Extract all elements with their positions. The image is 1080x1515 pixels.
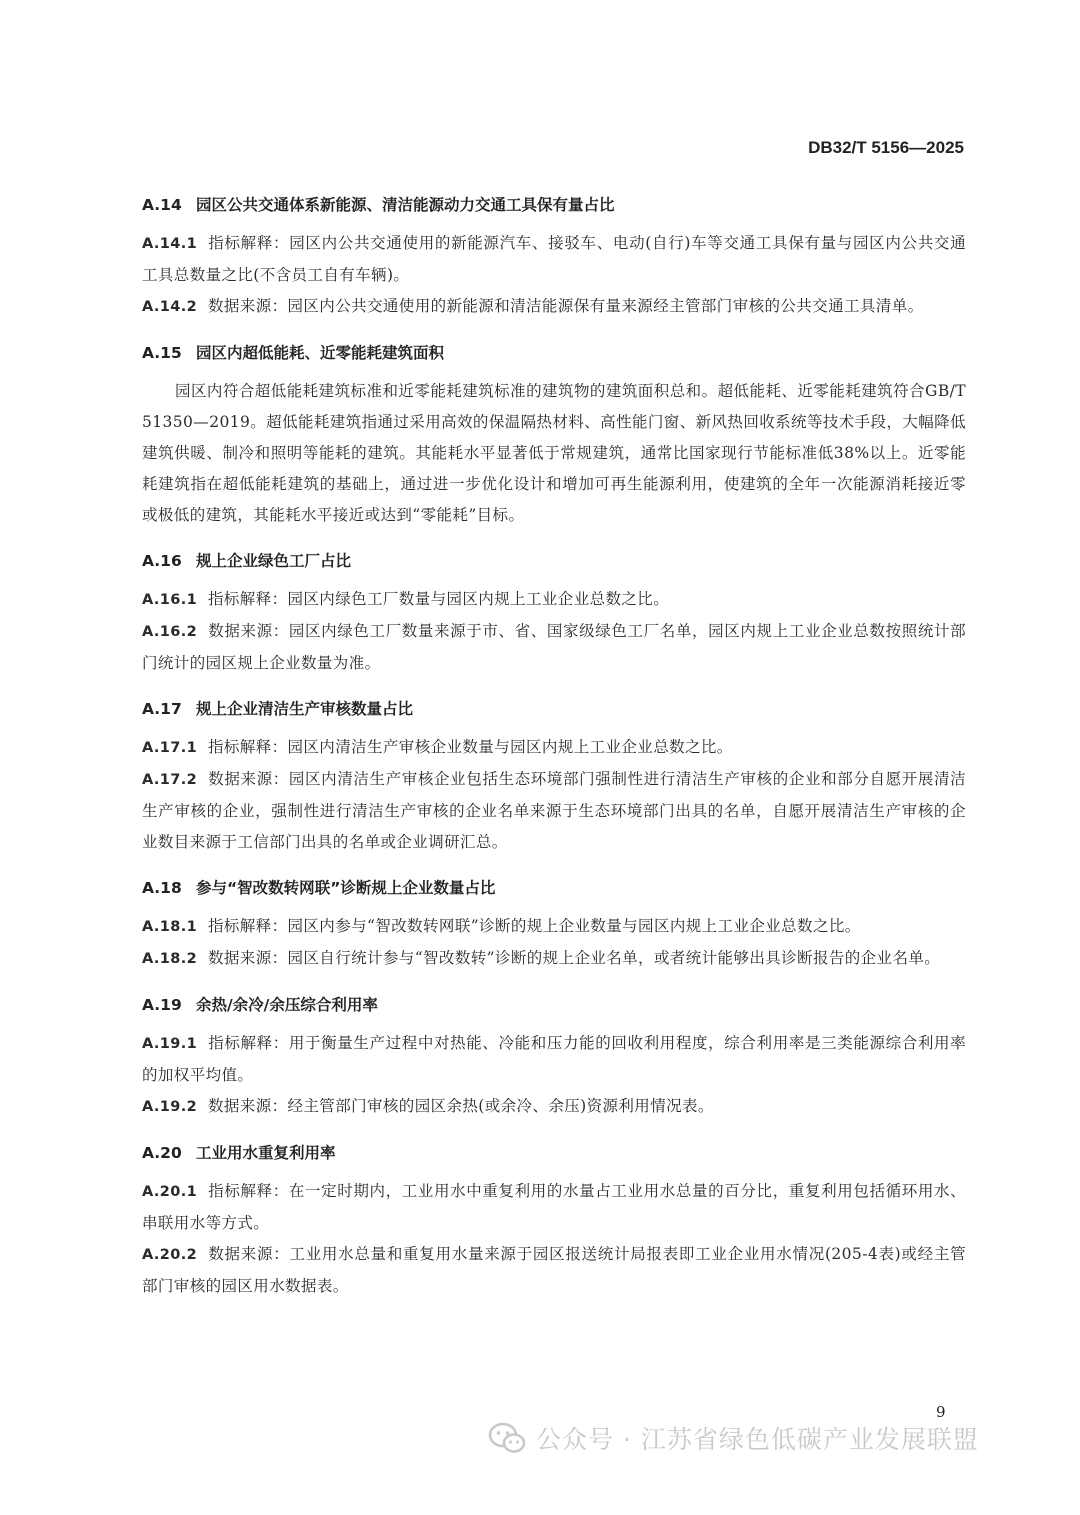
standard-code: DB32/T 5156—2025 xyxy=(808,138,964,157)
clause-a20-2 xyxy=(142,1239,966,1302)
watermark-text: 公众号 · 江苏省绿色低碳产业发展联盟 xyxy=(536,1425,979,1454)
section-number: A.19 xyxy=(142,996,182,1014)
clause-text: 数据来源：经主管部门审核的园区余热(或余冷、余压)资源利用情况表。 xyxy=(208,1097,714,1115)
clause-a17-2 xyxy=(142,764,966,858)
page-content xyxy=(142,192,966,1302)
clause-a18-2 xyxy=(142,943,966,975)
clause-a16-1 xyxy=(142,584,966,616)
clause-number: A.17.1 xyxy=(142,740,198,756)
clause-a17-1 xyxy=(142,732,966,764)
clause-a19-2 xyxy=(142,1091,966,1123)
clause-text: 数据来源：工业用水总量和重复用水量来源于园区报送统计局报表即工业企业用水情况(205-4表)或经主管部门审核的园区用水数据表。 xyxy=(142,1245,966,1295)
clause-number: A.20.1 xyxy=(142,1184,198,1200)
section-title-a19 xyxy=(142,992,966,1018)
clause-a16-2 xyxy=(142,616,966,679)
section-title-a17 xyxy=(142,696,966,722)
section-heading: 工业用水重复利用率 xyxy=(196,1144,336,1162)
section-title-a15 xyxy=(142,340,966,366)
section-number: A.17 xyxy=(142,700,182,718)
clause-text: 指标解释：园区内公共交通使用的新能源汽车、接驳车、电动(自行)车等交通工具保有量与园区内公共交通工具总数量之比(不含员工自有车辆)。 xyxy=(142,234,966,284)
clause-number: A.16.2 xyxy=(142,624,198,640)
wechat-icon xyxy=(488,1420,526,1456)
paragraph-a15: 园区内符合超低能耗建筑标准和近零能耗建筑标准的建筑物的建筑面积总和。超低能耗、近零能耗建筑符合GB/T 51350—2019。超低能耗建筑指通过采用高效的保温隔热材料、高性能门窗、新风热回收系统等技术手段，大幅降低建筑供暖、制冷和照明等能耗的建筑。其能耗水平显著低于常规建筑，通常比国家现行节能标准低38%以上。近零能耗建筑指在超低能耗建筑的基础上，通过进一步优化设计和增加可再生能源利用，使建筑的全年一次能源消耗接近零或极低的建筑，其能耗水平接近或达到“零能耗”目标。 xyxy=(142,382,966,524)
section-heading: 规上企业绿色工厂占比 xyxy=(196,552,352,570)
section-heading: 余热/余冷/余压综合利用率 xyxy=(196,996,378,1014)
section-title-a14 xyxy=(142,192,966,218)
clause-a19-1 xyxy=(142,1028,966,1091)
clause-text: 数据来源：园区内公共交通使用的新能源和清洁能源保有量来源经主管部门审核的公共交通工具清单。 xyxy=(208,297,924,315)
clause-number: A.19.1 xyxy=(142,1036,198,1052)
clause-text: 指标解释：园区内绿色工厂数量与园区内规上工业企业总数之比。 xyxy=(208,590,670,608)
section-number: A.20 xyxy=(142,1144,182,1162)
watermark xyxy=(488,1420,979,1456)
section-number: A.14 xyxy=(142,196,182,214)
section-title-a20 xyxy=(142,1140,966,1166)
section-title-a16 xyxy=(142,548,966,574)
section-number: A.15 xyxy=(142,344,182,362)
clause-number: A.19.2 xyxy=(142,1099,198,1115)
clause-text: 数据来源：园区自行统计参与“智改数转”诊断的规上企业名单，或者统计能够出具诊断报告的企业名单。 xyxy=(208,949,941,967)
clause-text: 数据来源：园区内清洁生产审核企业包括生态环境部门强制性进行清洁生产审核的企业和部分自愿开展清洁生产审核的企业，强制性进行清洁生产审核的企业名单来源于生态环境部门出具的名单，自愿开展清洁生产审核的企业数目来源于工信部门出具的名单或企业调研汇总。 xyxy=(142,770,966,851)
clause-text: 指标解释：园区内参与“智改数转网联”诊断的规上企业数量与园区内规上工业企业总数之比。 xyxy=(208,917,861,935)
clause-a14-2 xyxy=(142,291,966,323)
section-number: A.16 xyxy=(142,552,182,570)
clause-number: A.17.2 xyxy=(142,772,198,788)
section-heading: 规上企业清洁生产审核数量占比 xyxy=(196,700,414,718)
page-number: 9 xyxy=(936,1403,946,1421)
clause-number: A.20.2 xyxy=(142,1247,198,1263)
clause-text: 指标解释：在一定时期内，工业用水中重复利用的水量占工业用水总量的百分比，重复利用包括循环用水、串联用水等方式。 xyxy=(142,1182,966,1232)
clause-a14-1 xyxy=(142,228,966,291)
clause-text: 指标解释：园区内清洁生产审核企业数量与园区内规上工业企业总数之比。 xyxy=(208,738,733,756)
clause-number: A.18.1 xyxy=(142,919,198,935)
clause-number: A.14.2 xyxy=(142,299,198,315)
section-heading: 园区公共交通体系新能源、清洁能源动力交通工具保有量占比 xyxy=(196,196,615,214)
clause-number: A.16.1 xyxy=(142,592,198,608)
section-heading: 参与“智改数转网联”诊断规上企业数量占比 xyxy=(196,879,496,897)
section-heading: 园区内超低能耗、近零能耗建筑面积 xyxy=(196,344,445,362)
clause-number: A.14.1 xyxy=(142,236,198,252)
clause-text: 数据来源：园区内绿色工厂数量来源于市、省、国家级绿色工厂名单，园区内规上工业企业总数按照统计部门统计的园区规上企业数量为准。 xyxy=(142,622,966,672)
section-number: A.18 xyxy=(142,879,182,897)
section-title-a18 xyxy=(142,875,966,901)
clause-text: 指标解释：用于衡量生产过程中对热能、冷能和压力能的回收利用程度，综合利用率是三类能源综合利用率的加权平均值。 xyxy=(142,1034,966,1084)
clause-a18-1 xyxy=(142,911,966,943)
clause-a20-1 xyxy=(142,1176,966,1239)
clause-number: A.18.2 xyxy=(142,951,198,967)
